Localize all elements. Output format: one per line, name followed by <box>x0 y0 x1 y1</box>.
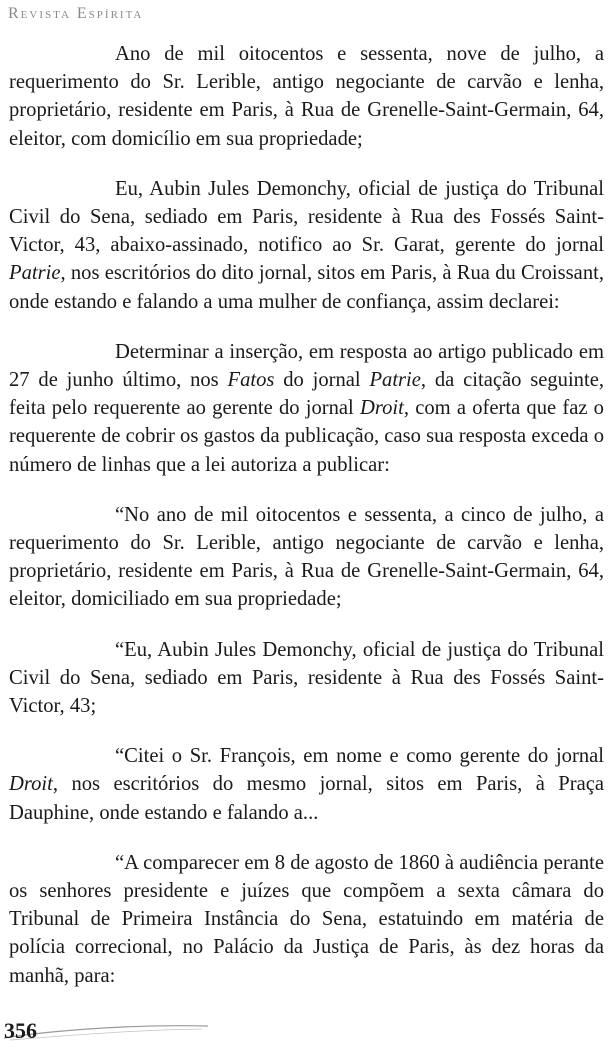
paragraph-5: “Eu, Aubin Jules Demonchy, oficial de justiça do Tribunal Civil do Sena, sediado em Paris, residente à Rua des Fossés Saint-Victor, 43; <box>9 638 604 718</box>
paragraph-4: “No ano de mil oitocentos e sessenta, a cinco de julho, a requerimento do Sr. Lerible, antigo negociante de carvão e lenha, proprietário, residente em Paris, à Rua de Grenelle-Saint-Germain, 64, eleitor, domiciliado em sua propriedade; <box>9 503 604 611</box>
paragraph-6: “Citei o Sr. François, em nome e como gerente do jornal Droit, nos escritórios do mesmo jornal, sitos em Paris, à Praça Dauphine, onde estando e falando a... <box>9 745 604 824</box>
newspaper-name: Patrie <box>9 262 61 285</box>
newspaper-name: Droit <box>359 397 404 420</box>
running-header: Revista Espírita <box>8 5 144 22</box>
paragraph-1: Ano de mil oitocentos e sessenta, nove de julho, a requerimento do Sr. Lerible, antigo negociante de carvão e lenha, proprietário, residente em Paris, à Rua de Grenelle-Saint-Germain, 64, eleitor, com domicílio em sua propriedade; <box>9 43 604 150</box>
newspaper-name: Droit <box>9 773 53 796</box>
body-text <box>9 40 604 990</box>
newspaper-name: Patrie <box>369 369 421 392</box>
page-number: 356 <box>4 1018 37 1043</box>
paragraph-2: Eu, Aubin Jules Demonchy, oficial de justiça do Tribunal Civil do Sena, sediado em Paris, residente à Rua des Fossés Saint-Victor, 43, abaixo-assinado, notifico ao Sr. Garat, gerente do jornal Patrie, nos escritórios do dito jornal, sitos em Paris, à Rua du Croissant, onde estando e falando a uma mulher de confiança, assim declarei: <box>9 177 604 313</box>
paragraph-7: “A comparecer em 8 de agosto de 1860 à audiência perante os senhores presidente e juízes que compõem a sexta câmara do Tribunal de Primeira Instância do Sena, estatuindo em matéria de polícia correcional, no Palácio da Justiça de Paris, às dez horas da manhã, para: <box>9 851 604 987</box>
paragraph-3: Determinar a inserção, em resposta ao artigo publicado em 27 de junho último, nos Fatos do jornal Patrie, da citação seguinte, feita pelo requerente ao gerente do jornal Droit, com a oferta que faz o requerente de cobrir os gastos da publicação, caso sua resposta exceda o número de linhas que a lei autoriza a publicar: <box>9 340 604 476</box>
section-name: Fatos <box>227 369 275 392</box>
